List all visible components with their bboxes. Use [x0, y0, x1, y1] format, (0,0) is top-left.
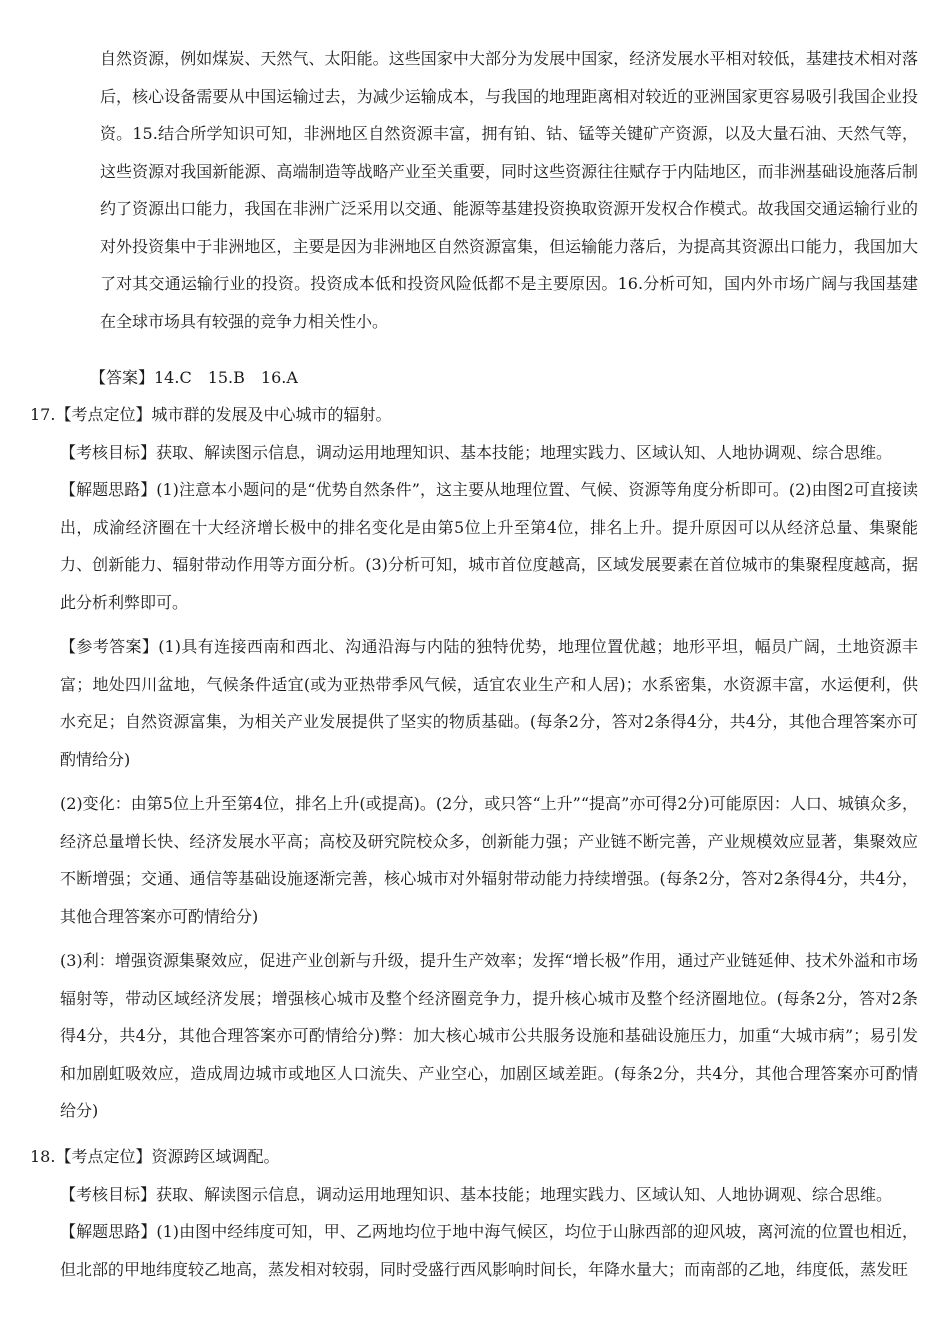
q17-exam-target: 【考核目标】获取、解读图示信息，调动运用地理知识、基本技能；地理实践力、区域认知、人地协调观、综合思维。	[60, 443, 893, 462]
q17-reference-answer-2: (2)变化：由第5位上升至第4位，排名上升(或提高)。(2分，或只答“上升”“提高”亦可得2分)可能原因：人口、城镇众多，经济总量增长快、经济发展水平高；高校及研究院校众多，创新能力强；产业链不断完善，产业规模效应显著，集聚效应不断增强；交通、通信等基础设施逐渐完善，核心城市对外辐射带动能力持续增强。(每条2分，答对2条得4分，共4分，其他合理答案亦可酌情给分)	[60, 794, 918, 926]
q17-heading: 17.【考点定位】城市群的发展及中心城市的辐射。	[30, 405, 392, 424]
q18-heading: 18.【考点定位】资源跨区域调配。	[30, 1147, 280, 1166]
q18-solution-idea: 【解题思路】(1)由图中经纬度可知，甲、乙两地均位于地中海气候区，均位于山脉西部的迎风坡，离河流的位置也相近，但北部的甲地纬度较乙地高，蒸发相对较弱，同时受盛行西风影响时间长，年降水量大；而南部的乙地，纬度低，蒸发旺	[60, 1222, 918, 1279]
paragraph-explanation-14-16: 自然资源，例如煤炭、天然气、太阳能。这些国家中大部分为发展中国家，经济发展水平相对较低，基建技术相对落后，核心设备需要从中国运输过去，为减少运输成本，与我国的地理距离相对较近的亚洲国家更容易吸引我国企业投资。15.结合所学知识可知，非洲地区自然资源丰富，拥有铂、钴、锰等关键矿产资源，以及大量石油、天然气等，这些资源对我国新能源、高端制造等战略产业至关重要，同时这些资源往往赋存于内陆地区，而非洲基础设施落后制约了资源出口能力，我国在非洲广泛采用以交通、能源等基建投资换取资源开发权合作模式。故我国交通运输行业的对外投资集中于非洲地区，主要是因为非洲地区自然资源富集，但运输能力落后，为提高其资源出口能力，我国加大了对其交通运输行业的投资。投资成本低和投资风险低都不是主要原因。16.分析可知，国内外市场广阔与我国基建在全球市场具有较强的竞争力相关性小。	[100, 49, 918, 331]
q17-solution-idea: 【解题思路】(1)注意本小题问的是“优势自然条件”，这主要从地理位置、气候、资源等角度分析即可。(2)由图2可直接读出，成渝经济圈在十大经济增长极中的排名变化是由第5位上升至第4位，排名上升。提升原因可以从经济总量、集聚能力、创新能力、辐射带动作用等方面分析。(3)分析可知，城市首位度越高，区域发展要素在首位城市的集聚程度越高，据此分析利弊即可。	[60, 480, 918, 612]
answer-14-16: 【答案】14.C 15.B 16.A	[90, 368, 298, 387]
q17-reference-answer-1: 【参考答案】(1)具有连接西南和西北、沟通沿海与内陆的独特优势，地理位置优越；地形平坦，幅员广阔，土地资源丰富；地处四川盆地，气候条件适宜(或为亚热带季风气候，适宜农业生产和人居)；水系密集，水资源丰富，水运便利，供水充足；自然资源富集，为相关产业发展提供了坚实的物质基础。(每条2分，答对2条得4分，共4分，其他合理答案亦可酌情给分)	[60, 637, 918, 769]
q18-exam-target: 【考核目标】获取、解读图示信息，调动运用地理知识、基本技能；地理实践力、区域认知、人地协调观、综合思维。	[60, 1185, 893, 1204]
q17-reference-answer-3: (3)利：增强资源集聚效应，促进产业创新与升级，提升生产效率；发挥“增长极”作用，通过产业链延伸、技术外溢和市场辐射等，带动区域经济发展；增强核心城市及整个经济圈竞争力，提升核心城市及整个经济圈地位。(每条2分，答对2条得4分，共4分，其他合理答案亦可酌情给分)弊：加大核心城市公共服务设施和基础设施压力，加重“大城市病”；易引发和加剧虹吸效应，造成周边城市或地区人口流失、产业空心，加剧区域差距。(每条2分，共4分，其他合理答案亦可酌情给分)	[60, 951, 918, 1120]
